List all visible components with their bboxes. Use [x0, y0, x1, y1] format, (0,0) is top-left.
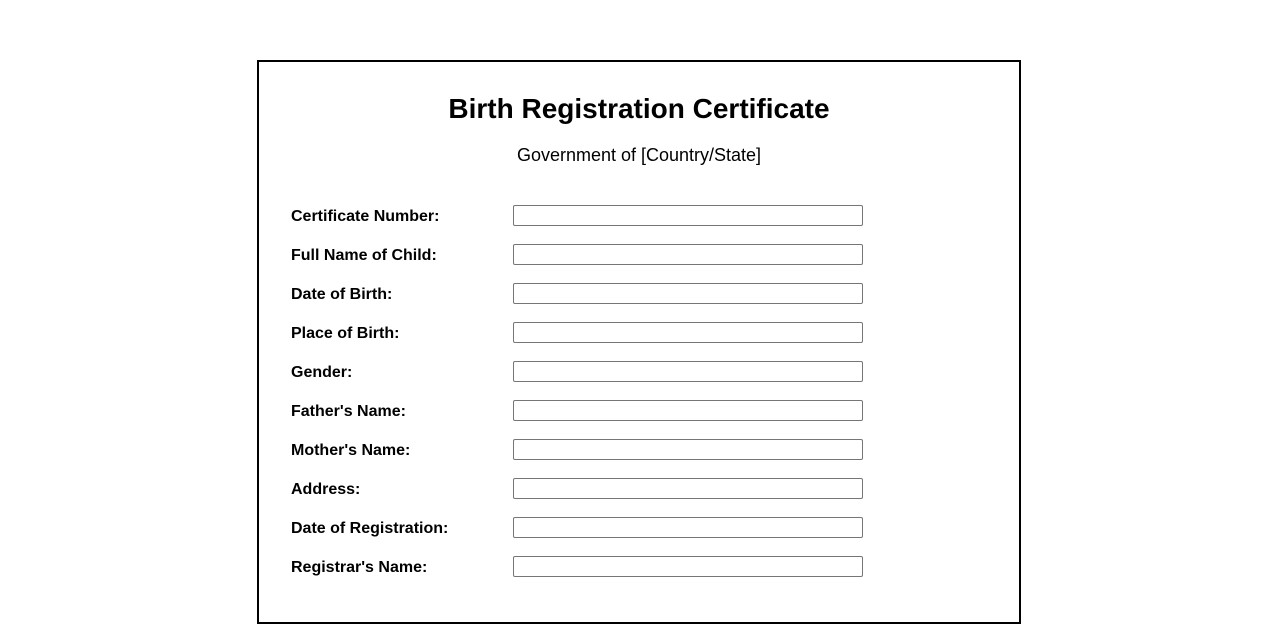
certificate-panel: [257, 60, 1021, 624]
father-name-input[interactable]: [513, 400, 863, 421]
certificate-number-input[interactable]: [513, 205, 863, 226]
place-of-birth-label: Place of Birth:: [291, 325, 400, 342]
certificate-number-label: Certificate Number:: [291, 208, 440, 225]
child-name-input[interactable]: [513, 244, 863, 265]
date-of-registration-label: Date of Registration:: [291, 520, 449, 537]
address-input[interactable]: [513, 478, 863, 499]
field-row-child-name: [291, 244, 991, 283]
field-row-certificate-number: [291, 205, 991, 244]
field-row-father-name: [291, 400, 991, 439]
child-name-label: Full Name of Child:: [291, 247, 437, 264]
field-row-address: [291, 478, 991, 517]
father-name-label: Father's Name:: [291, 403, 406, 420]
registrar-name-label: Registrar's Name:: [291, 559, 428, 576]
date-of-birth-input[interactable]: [513, 283, 863, 304]
gender-label: Gender:: [291, 364, 353, 381]
date-of-birth-label: Date of Birth:: [291, 286, 393, 303]
field-row-gender: [291, 361, 991, 400]
field-row-date-of-registration: [291, 517, 991, 556]
place-of-birth-input[interactable]: [513, 322, 863, 343]
mother-name-label: Mother's Name:: [291, 442, 411, 459]
field-row-place-of-birth: [291, 322, 991, 361]
certificate-title: Birth Registration Certificate: [448, 93, 830, 124]
address-label: Address:: [291, 481, 361, 498]
field-row-registrar-name: [291, 556, 991, 595]
certificate-subtitle: Government of [Country/State]: [516, 145, 762, 165]
field-row-mother-name: [291, 439, 991, 478]
field-row-date-of-birth: [291, 283, 991, 322]
gender-input[interactable]: [513, 361, 863, 382]
date-of-registration-input[interactable]: [513, 517, 863, 538]
registration-form: [291, 205, 991, 595]
registrar-name-input[interactable]: [513, 556, 863, 577]
mother-name-input[interactable]: [513, 439, 863, 460]
